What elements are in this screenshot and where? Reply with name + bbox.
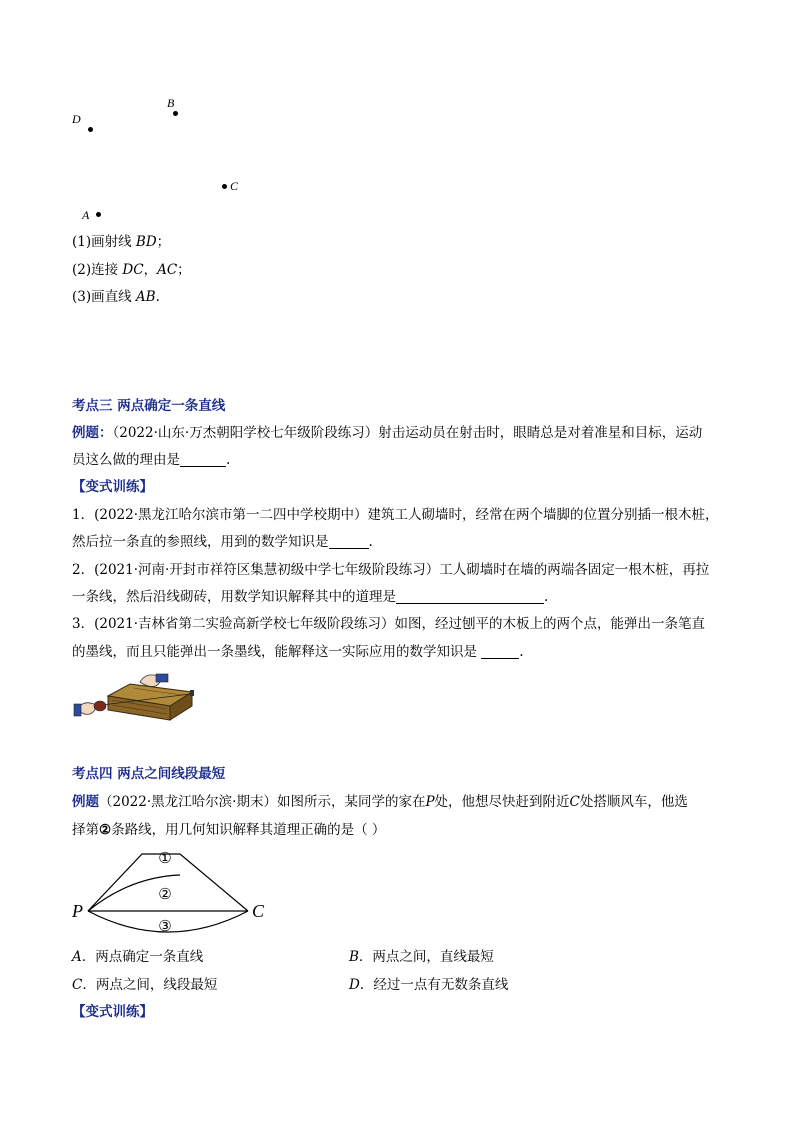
task-1-var: BD (135, 234, 157, 250)
section-3-example (72, 424, 702, 442)
option-d-letter: D (349, 977, 360, 993)
point-b-dot (173, 111, 178, 116)
example-label: 例题 (72, 794, 99, 810)
answer-blank[interactable] (329, 534, 369, 549)
section-4-variant-label: 【变式训练】 (72, 1004, 153, 1020)
point-a-label: A (82, 208, 90, 222)
point-c-dot (222, 184, 227, 189)
route-2-marker: ② (99, 822, 112, 838)
option-b[interactable] (349, 948, 494, 966)
question-1-text: 然后拉一条直的参照线，用到的数学知识是 (72, 534, 329, 550)
task-1-text: (1)画射线 (72, 234, 136, 250)
example-label: 例题： (72, 425, 113, 441)
example-text-end: 处搭顺风车，他选 (579, 794, 688, 810)
example-text-line2: 员这么做的理由是 (72, 452, 180, 468)
option-c-letter: C (72, 977, 83, 993)
example-text-mid: 处，他想尽快赶到附近 (434, 794, 570, 810)
route-1-label: ① (158, 849, 172, 867)
option-d[interactable] (349, 976, 508, 994)
example-text-line1: （2022·黑龙江哈尔滨·期末）如图所示，某同学的家在 (99, 794, 426, 810)
section-3-title: 考点三 两点确定一条直线 (72, 398, 226, 414)
question-3-line1: 3．(2021·吉林省第二实验高新学校七年级阶段练习）如图，经过刨平的木板上的两个点，能弹出一条笔直 (72, 616, 706, 632)
question-1-line2 (72, 533, 373, 551)
example-point-p: P (425, 794, 435, 810)
question-1-end: . (368, 534, 373, 550)
task-1 (72, 233, 170, 251)
task-2 (72, 261, 191, 279)
task-3 (72, 288, 160, 306)
question-2-text: 一条线，然后沿线砌砖，用数学知识解释其中的道理是 (72, 589, 396, 605)
option-b-text: ．两点之间，直线最短 (358, 949, 494, 965)
option-d-text: ．经过一点有无数条直线 (359, 977, 509, 993)
section-4-title: 考点四 两点之间线段最短 (72, 766, 226, 782)
question-3-text: 的墨线，而且只能弹出一条墨线，能解释这一实际应用的数学知识是 (72, 644, 482, 660)
option-c-text: ．两点之间，线段最短 (82, 977, 218, 993)
point-d-dot (88, 127, 93, 132)
task-2-var2: AC (157, 262, 178, 278)
wood-board-illustration (72, 664, 198, 722)
question-2-end: . (544, 589, 549, 605)
task-2-end: ； (177, 262, 191, 278)
example-end: . (226, 452, 231, 468)
point-c-label: C (252, 901, 265, 921)
point-b-label: B (167, 96, 175, 110)
point-c-label: C (230, 179, 239, 193)
answer-blank[interactable] (180, 452, 226, 467)
task-3-var: AB (135, 289, 156, 305)
section-3-example-line2 (72, 451, 230, 469)
option-a-text: ．两点确定一条直线 (81, 949, 204, 965)
answer-blank[interactable] (396, 589, 544, 604)
task-2-text: (2)连接 (72, 262, 123, 278)
section-4-example (72, 793, 688, 811)
question-2-line1: 2．(2021·河南·开封市祥符区集慧初级中学七年级阶段练习）工人砌墙时在墙的两端各固定一根木桩，再拉 (72, 562, 710, 578)
task-3-text: (3)画直线 (72, 289, 136, 305)
example-text-line1: （2022·山东·万杰朝阳学校七年级阶段练习）射击运动员在射击时，眼睛总是对着准星和目标，运动 (112, 425, 703, 441)
task-2-sep: ， (143, 262, 158, 278)
option-b-letter: B (349, 949, 359, 965)
point-d-label: D (72, 112, 81, 126)
route-3-label: ③ (158, 917, 172, 935)
route-diagram (70, 845, 270, 935)
question-2-line2 (72, 588, 548, 606)
example-point-c: C (569, 794, 580, 810)
point-a-dot (96, 212, 101, 217)
option-a[interactable] (72, 948, 203, 966)
example-text-line2a: 择第 (72, 822, 99, 838)
answer-blank[interactable] (481, 644, 519, 659)
option-c[interactable] (72, 976, 217, 994)
section-4-example-line2 (72, 821, 385, 839)
question-3-line2 (72, 643, 524, 661)
option-a-letter: A (72, 949, 82, 965)
point-p-label: P (72, 901, 83, 921)
task-2-var1: DC (122, 262, 144, 278)
section-3-variant-label: 【变式训练】 (72, 479, 153, 495)
example-text-line2b: 条路线，用几何知识解释其道理正确的是（ ） (111, 822, 386, 838)
question-3-end: . (519, 644, 524, 660)
route-2-label: ② (158, 885, 172, 903)
question-1-line1: 1．(2022·黑龙江哈尔滨市第一二四中学校期中）建筑工人砌墙时，经常在两个墙脚的位置分别插一根木桩， (72, 507, 719, 523)
task-3-end: . (155, 289, 160, 305)
task-1-end: ； (156, 234, 171, 250)
